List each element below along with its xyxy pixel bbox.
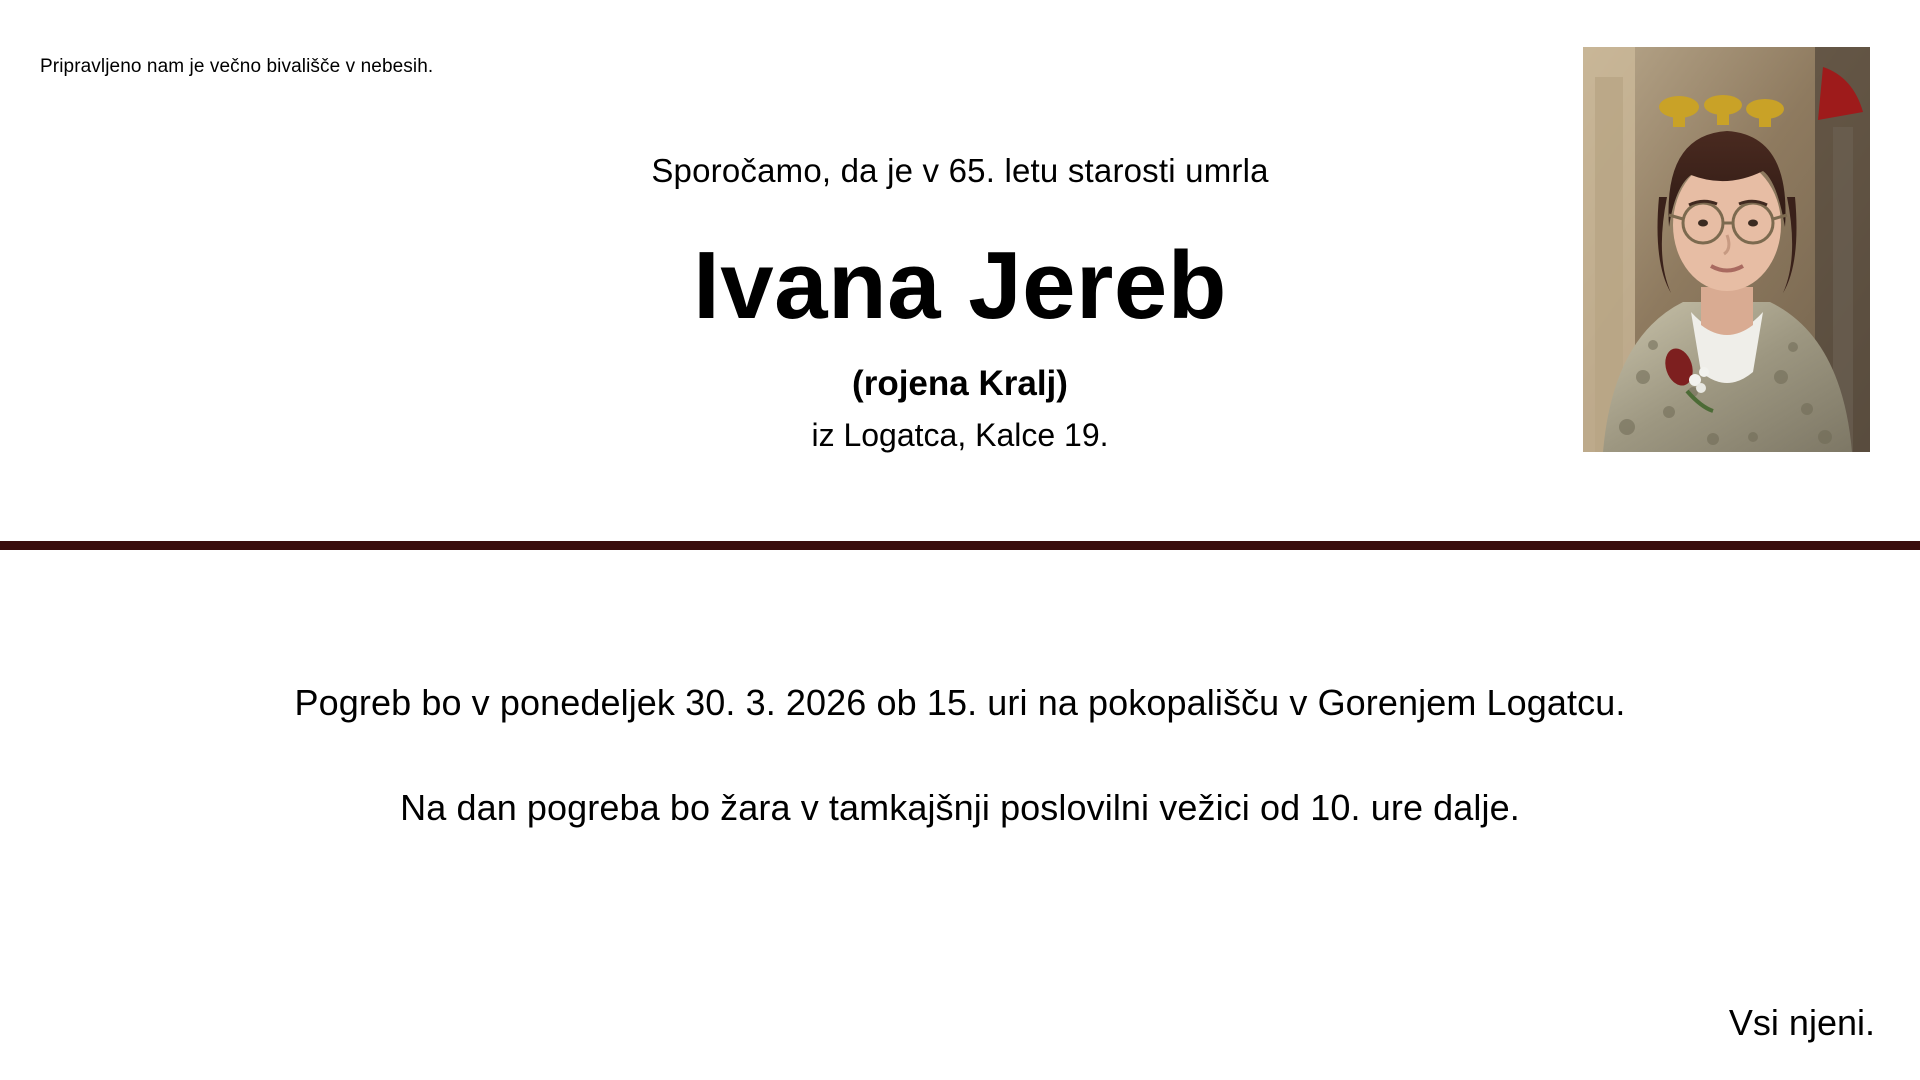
signature-text: Vsi njeni. [1728, 1002, 1875, 1043]
announcement-block [0, 150, 1920, 458]
horizontal-divider [0, 541, 1920, 550]
epitaph-text: Pripravljeno nam je večno bivališče v nebesih. [40, 56, 434, 77]
origin-address: iz Logatca, Kalce 19. [811, 417, 1109, 454]
funeral-time-line: Pogreb bo v ponedeljek 30. 3. 2026 ob 15. uri na pokopališču v Gorenjem Logatcu. [294, 682, 1626, 723]
funeral-details-block [0, 680, 1920, 832]
urn-viewing-line: Na dan pogreba bo žara v tamkajšnji poslovilni vežici od 10. ure dalje. [400, 786, 1520, 828]
deceased-name: Ivana Jereb [693, 232, 1227, 340]
announcement-intro: Sporočamo, da je v 65. letu starosti umrla [651, 152, 1269, 189]
maiden-name: (rojena Kralj) [852, 363, 1068, 403]
